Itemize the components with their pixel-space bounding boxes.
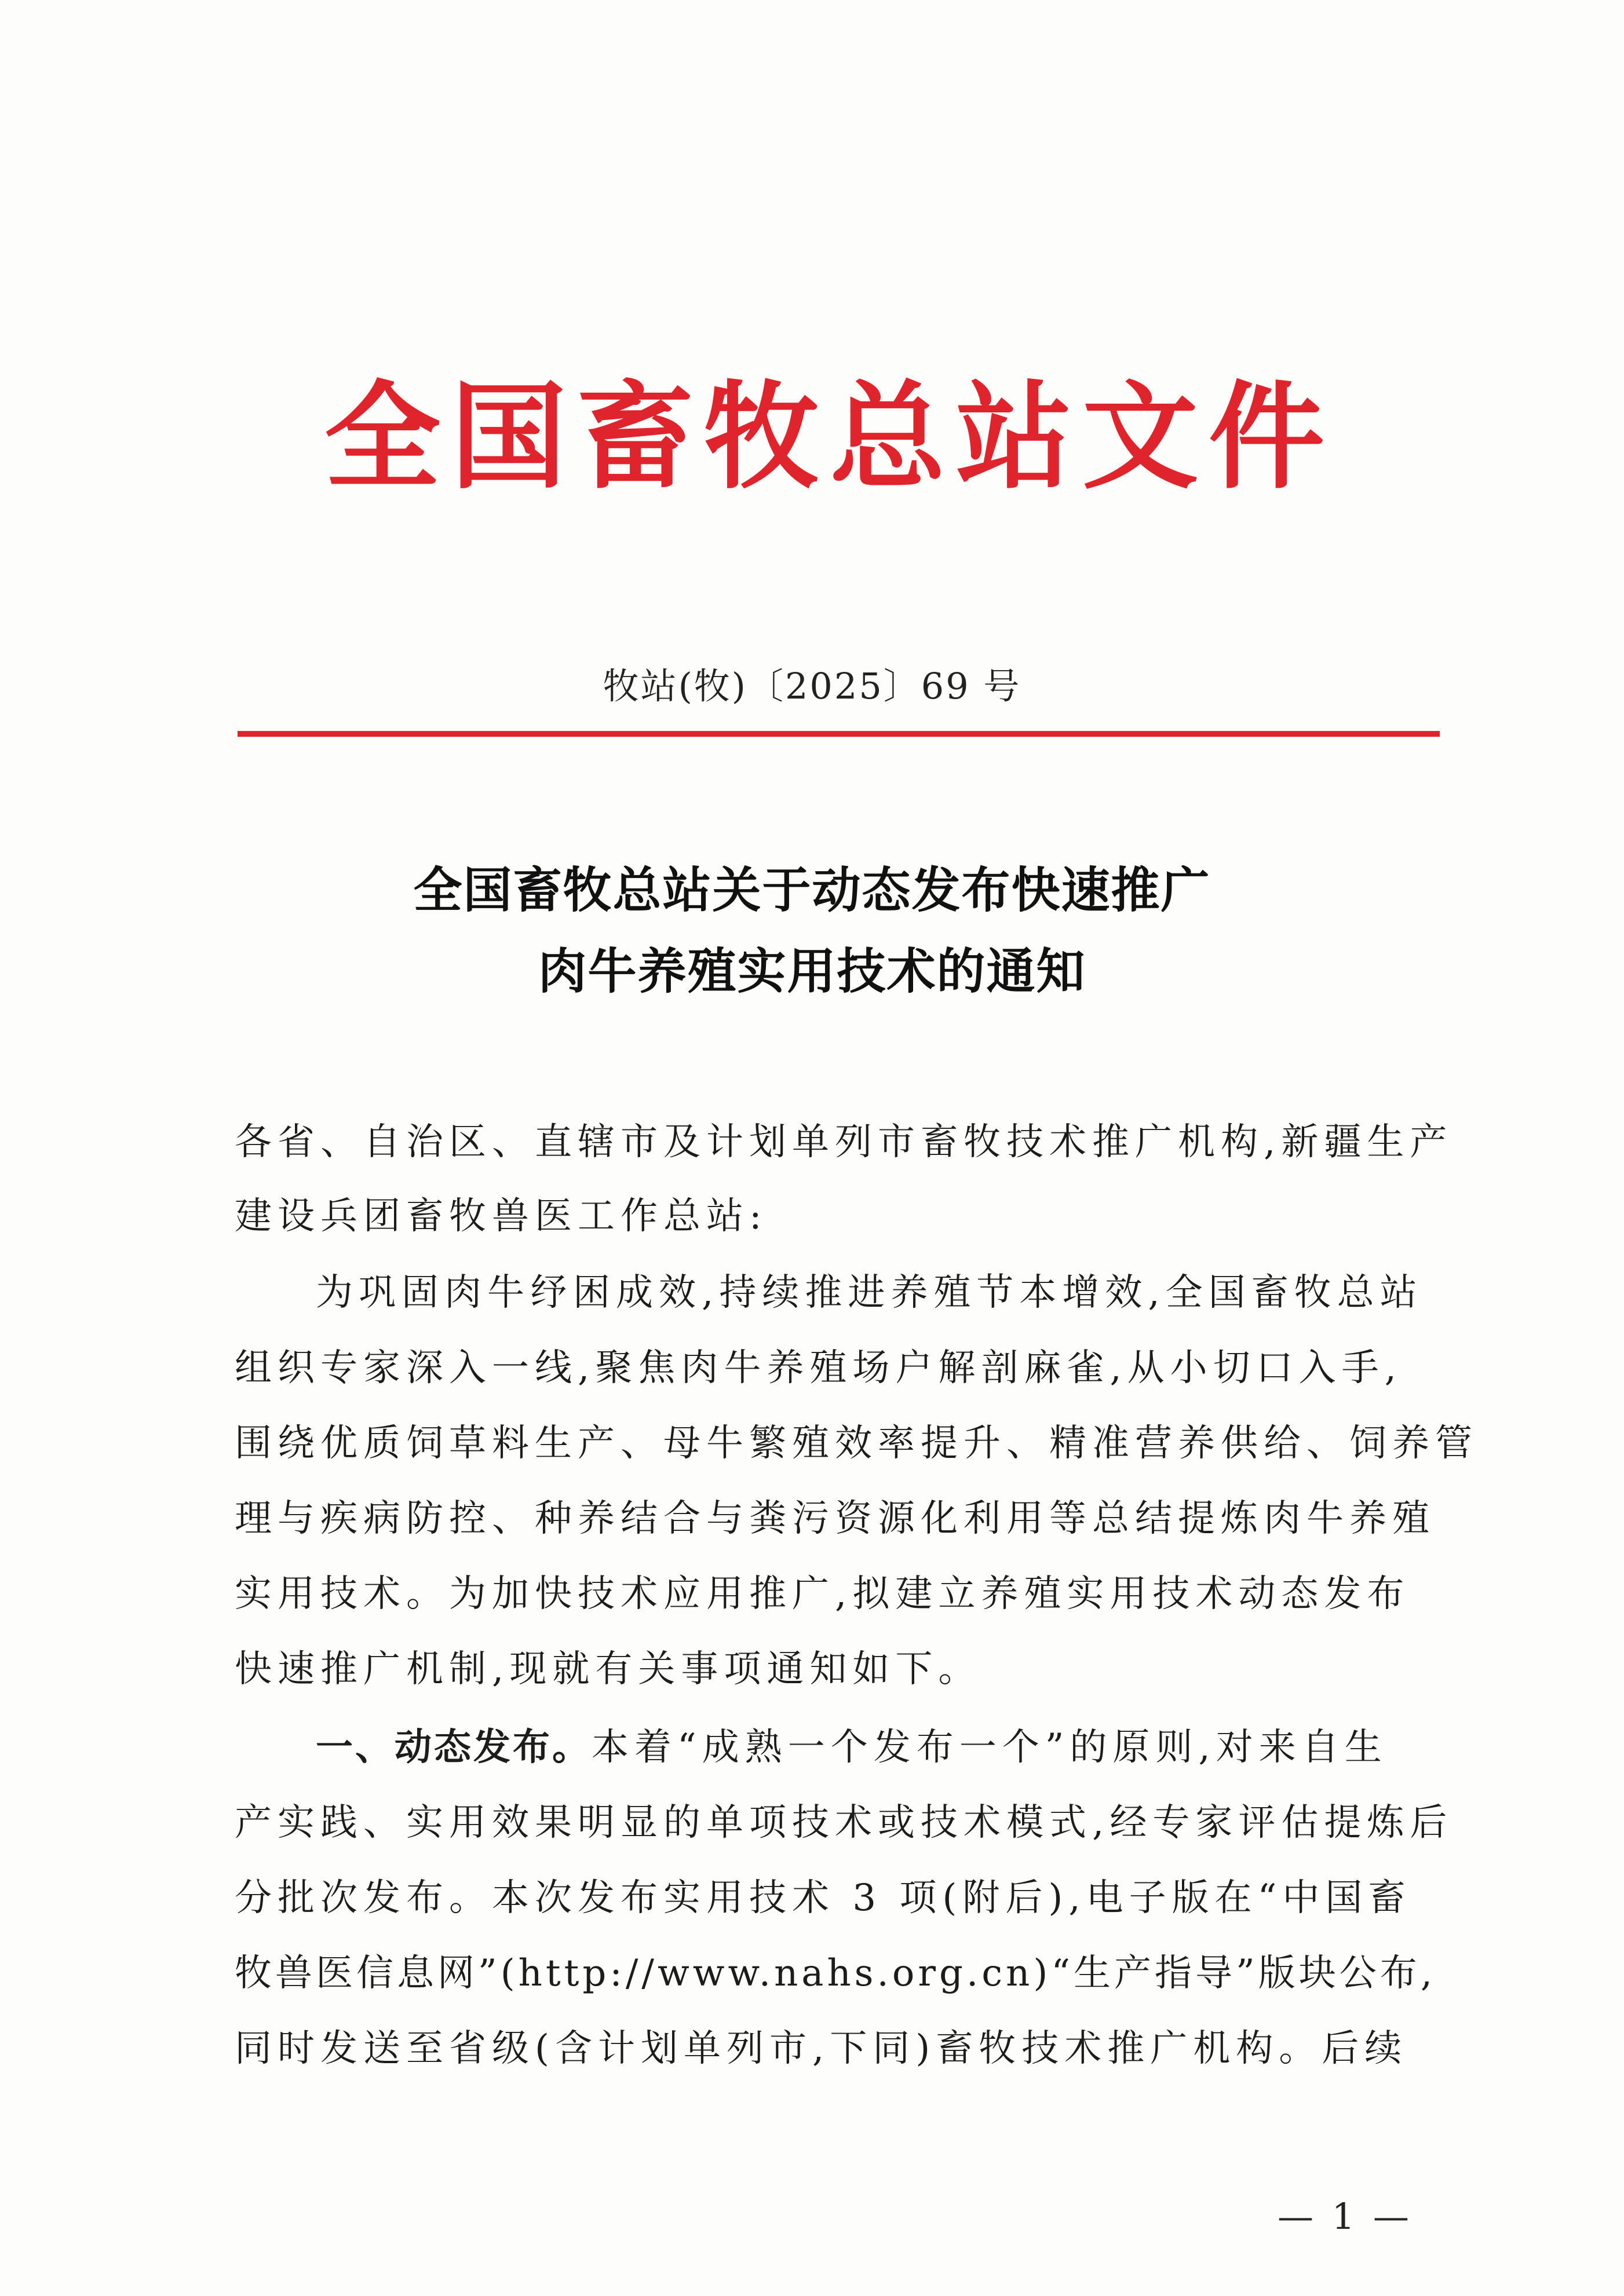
paragraph-line: 为巩固肉牛纾困成效,持续推进养殖节本增效,全国畜牧总站	[316, 1271, 1423, 1314]
paragraph-line: 产实践、实用效果明显的单项技术或技术模式,经专家评估提炼后	[235, 1801, 1453, 1844]
page-number: — 1 —	[1278, 2195, 1413, 2237]
addressee-line-2: 建设兵团畜牧兽医工作总站:	[235, 1195, 768, 1238]
paragraph-line: 实用技术。为加快技术应用推广,拟建立养殖实用技术动态发布	[235, 1573, 1410, 1615]
paragraph-line: 理与疾病防控、种养结合与粪污资源化利用等总结提炼肉牛养殖	[235, 1497, 1435, 1540]
section-1-first-line-text: 本着“成熟一个发布一个”的原则,对来自生	[592, 1726, 1388, 1769]
document-number: 牧站(牧)〔2025〕69 号	[603, 665, 1021, 707]
red-separator-line	[238, 731, 1440, 737]
paragraph-line: 围绕优质饲草料生产、母牛繁殖效率提升、精准营养供给、饲养管	[235, 1422, 1478, 1465]
paragraph-line: 牧兽医信息网”(http://www.nahs.org.cn)“生产指导”版块公布,	[235, 1952, 1436, 1995]
paragraph-line: 组织专家深入一线,聚焦肉牛养殖场户解剖麻雀,从小切口入手,	[235, 1347, 1403, 1390]
issuing-org-title: 全国畜牧总站文件	[324, 369, 1335, 505]
paragraph-line: 分批次发布。本次发布实用技术 3 项(附后),电子版在“中国畜	[235, 1877, 1411, 1920]
section-1-heading: 一、动态发布。	[316, 1726, 592, 1769]
notice-title-line-1: 全国畜牧总站关于动态发布快速推广	[413, 862, 1211, 919]
section-1-first-line	[316, 1717, 1521, 1771]
notice-title-line-2: 肉牛养殖实用技术的通知	[538, 943, 1086, 1000]
paragraph-line: 快速推广机制,现就有关事项通知如下。	[235, 1648, 981, 1691]
addressee-line-1: 各省、自治区、直辖市及计划单列市畜牧技术推广机构,新疆生产	[235, 1121, 1453, 1164]
paragraph-line: 同时发送至省级(含计划单列市,下同)畜牧技术推广机构。后续	[235, 2027, 1408, 2070]
